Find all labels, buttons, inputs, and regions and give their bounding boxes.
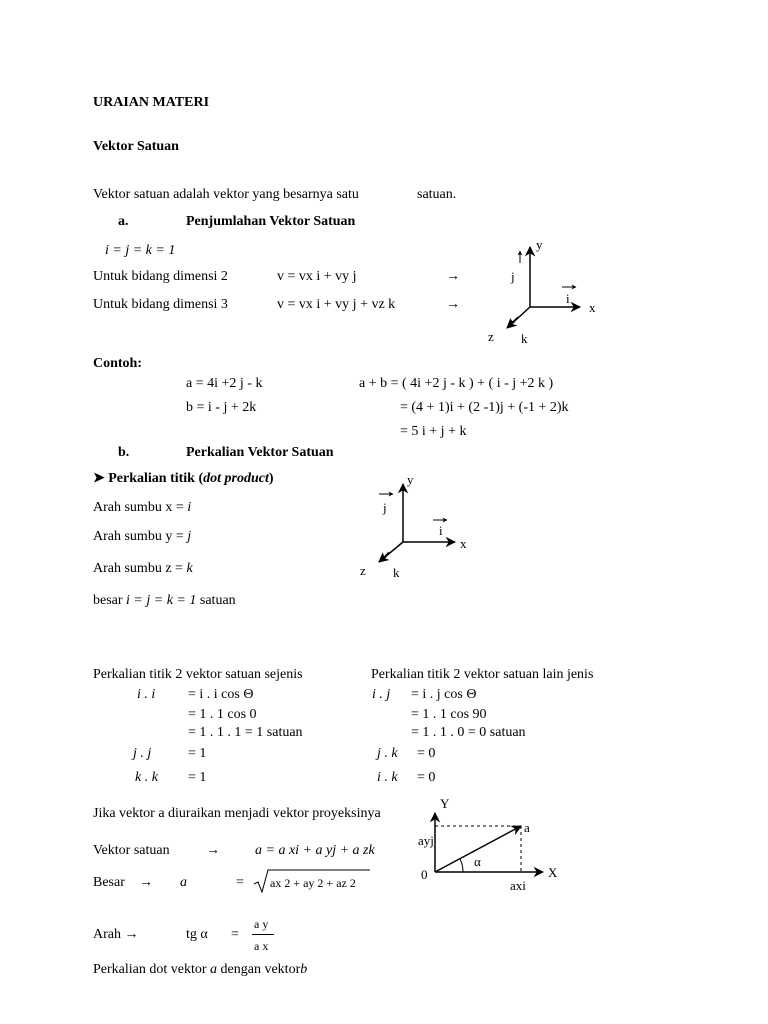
section-b-letter: b. xyxy=(118,445,130,460)
example-sum-3: = 5 i + j + k xyxy=(400,424,467,439)
example-sum-1: a + b = ( 4i +2 j - k ) + ( i - j +2 k ) xyxy=(359,376,554,391)
same-r5-right: = 1 xyxy=(188,770,207,785)
besar-text: besar i = j = k = 1 satuan xyxy=(93,593,236,608)
dim2-formula: v = vx i + vy j xyxy=(277,269,357,284)
axis-y-label: y xyxy=(536,237,543,252)
axis-z-text: Arah sumbu z = k xyxy=(93,561,193,576)
unitvec-label: Vektor satuan xyxy=(93,843,170,858)
same-r3: = 1 . 1 . 1 = 1 satuan xyxy=(188,725,303,740)
diff-r3: = 1 . 1 . 0 = 0 satuan xyxy=(411,725,526,740)
unitvec-formula: a = a xi + a yj + a zk xyxy=(255,843,375,858)
mag-arrow: → xyxy=(139,875,153,890)
axis2-z-label: z xyxy=(360,563,366,578)
same-r1-right: = i . i cos Θ xyxy=(188,687,254,702)
axis-z-label: z xyxy=(488,329,494,344)
proj-ayj-label: ayj xyxy=(418,833,434,848)
projection-diagram xyxy=(415,795,565,895)
proj-axi-label: axi xyxy=(510,878,526,893)
same-title: Perkalian titik 2 vektor satuan sejenis xyxy=(93,667,303,682)
example-b: b = i - j + 2k xyxy=(186,400,257,415)
proj-origin-label: 0 xyxy=(421,867,428,882)
diff-r4-left: j . k xyxy=(377,746,398,761)
proj-X-label: X xyxy=(548,865,558,880)
diff-r1-left: i . j xyxy=(372,687,391,702)
axis2-k-label: k xyxy=(393,565,400,580)
axis-x-label: x xyxy=(589,300,596,315)
mag-equals: = xyxy=(236,875,244,890)
example-title: Contoh: xyxy=(93,356,143,371)
diff-r5-left: i . k xyxy=(377,770,398,785)
bullet-icon: ➤ xyxy=(93,471,105,486)
axis2-i-label: i xyxy=(439,523,443,538)
diff-r1-right: = i . j cos Θ xyxy=(411,687,477,702)
same-r4-right: = 1 xyxy=(188,746,207,761)
axis-y-text: Arah sumbu y = j xyxy=(93,529,192,544)
section-b-title: Perkalian Vektor Satuan xyxy=(186,445,334,460)
dim3-label: Untuk bidang dimensi 3 xyxy=(93,297,228,312)
unitvec-arrow: → xyxy=(206,843,220,858)
axes-diagram-1 xyxy=(480,235,610,350)
dim2-arrow: → xyxy=(446,269,460,284)
section-a-letter: a. xyxy=(118,214,129,229)
dir-numerator: a y xyxy=(254,917,269,931)
mag-symbol: a xyxy=(180,875,187,890)
diff-r4-right: = 0 xyxy=(417,746,436,761)
example-a: a = 4i +2 j - k xyxy=(186,376,263,391)
dot-ab-text: Perkalian dot vektor a dengan vektorb xyxy=(93,962,308,977)
axis-i-label: i xyxy=(566,291,570,306)
dim3-formula: v = vx i + vy j + vz k xyxy=(277,297,396,312)
unit-equal: i = j = k = 1 xyxy=(105,243,176,258)
diff-r5-right: = 0 xyxy=(417,770,436,785)
dir-denominator: a x xyxy=(254,939,269,953)
dir-equals: = xyxy=(231,927,239,942)
axis-j-label: j xyxy=(511,269,515,284)
heading: URAIAN MATERI xyxy=(93,95,210,110)
fraction-bar xyxy=(252,934,274,935)
axis2-j-label: j xyxy=(383,500,387,515)
axis2-y-label: y xyxy=(407,472,414,487)
mag-radicand: ax 2 + ay 2 + az 2 xyxy=(270,876,356,890)
proj-a-label: a xyxy=(524,820,530,835)
same-r4-left: j . j xyxy=(133,746,152,761)
definition-unit: satuan. xyxy=(417,187,457,202)
dim2-label: Untuk bidang dimensi 2 xyxy=(93,269,228,284)
example-sum-2: = (4 + 1)i + (2 -1)j + (-1 + 2)k xyxy=(400,400,569,415)
mag-label: Besar xyxy=(93,875,125,890)
diff-r2: = 1 . 1 cos 90 xyxy=(411,707,487,722)
section-a-title: Penjumlahan Vektor Satuan xyxy=(186,214,356,229)
proj-Y-label: Y xyxy=(440,796,450,811)
dir-tg: tg α xyxy=(186,927,208,942)
same-r1-left: i . i xyxy=(137,687,156,702)
projection-text: Jika vektor a diuraikan menjadi vektor proyeksinya xyxy=(93,806,381,821)
axis2-x-label: x xyxy=(460,536,467,551)
axes-diagram-2 xyxy=(355,472,480,582)
dim3-arrow: → xyxy=(446,297,460,312)
axis-x-text: Arah sumbu x = i xyxy=(93,500,192,515)
proj-alpha-label: α xyxy=(474,854,481,869)
diff-title: Perkalian titik 2 vektor satuan lain jenis xyxy=(371,667,594,682)
dir-label: Arah → xyxy=(93,927,139,942)
dot-product-title: ➤ Perkalian titik (dot product) xyxy=(93,471,274,486)
definition-text: Vektor satuan adalah vektor yang besarnya satu xyxy=(93,187,359,202)
axis-k-label: k xyxy=(521,331,528,346)
subheading: Vektor Satuan xyxy=(93,139,179,154)
same-r5-left: k . k xyxy=(135,770,158,785)
same-r2: = 1 . 1 cos 0 xyxy=(188,707,257,722)
